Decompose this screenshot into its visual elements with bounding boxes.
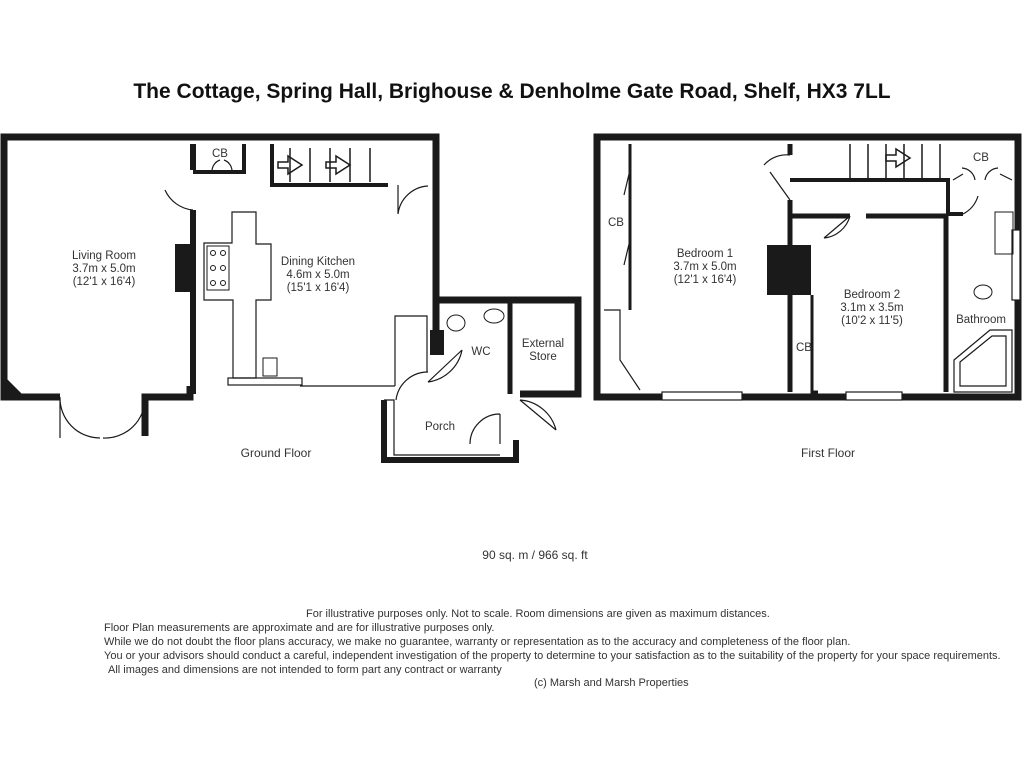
bedroom2-cupboard-wall: [812, 295, 818, 392]
bathroom-door: [963, 196, 978, 214]
wash-basin: [484, 309, 504, 323]
bedroom2-window: [846, 392, 902, 400]
ground-cupboard-label: CB: [212, 148, 228, 160]
bathroom-sink-unit: [995, 212, 1013, 254]
disclaimer-line-2: Floor Plan measurements are approximate and are for illustrative purposes only.: [104, 622, 495, 634]
bedroom2-name: Bedroom 2: [843, 289, 901, 301]
disclaimer-line-4: You or your advisors should conduct a careful, independent investigation of the property to determine to your satisfaction as to the suitability of the property for your space requirements.: [104, 650, 1001, 662]
bedroom1-name: Bedroom 1: [676, 248, 734, 260]
dining-kitchen-metric: 4.6m x 5.0m: [286, 269, 350, 281]
dining-kitchen-name: Dining Kitchen: [280, 256, 356, 268]
corner-bath: [954, 330, 1012, 392]
bedroom1-door: [764, 155, 790, 200]
bedroom1-imperial: (12'1 x 16'4): [673, 274, 737, 286]
first-floor: [597, 137, 1020, 460]
porch-door: [396, 372, 500, 444]
bath-cupboard-label: CB: [973, 152, 989, 164]
bedroom2-door: [824, 216, 850, 238]
living-room-walls: [4, 137, 436, 397]
kitchen-worktop: [204, 212, 271, 378]
copyright-notice: (c) Marsh and Marsh Properties: [534, 677, 689, 689]
living-door-swing: [165, 190, 193, 210]
ground-floor: [4, 137, 578, 460]
bedroom1-metric: 3.7m x 5.0m: [673, 261, 737, 273]
kitchen-door: [398, 185, 428, 214]
bedroom2-imperial: (10'2 x 11'5): [841, 315, 903, 327]
first-floor-label: First Floor: [801, 446, 855, 460]
first-floor-chimney: [767, 245, 811, 295]
kitchen-bottom-wall: [300, 316, 427, 386]
disclaimer-line-5: All images and dimensions are not intended to form part any contract or warranty: [108, 664, 502, 676]
living-room-corner: [4, 376, 22, 394]
bedroom1-window: [662, 392, 742, 400]
chimney-breast: [175, 244, 193, 292]
porch-label: Porch: [424, 421, 456, 433]
plan-title: The Cottage, Spring Hall, Brighouse & Denholme Gate Road, Shelf, HX3 7LL: [133, 80, 891, 103]
total-area: 90 sq. m / 966 sq. ft: [482, 548, 588, 562]
hob: [207, 246, 229, 290]
bathroom-label: Bathroom: [956, 314, 1006, 326]
external-store-label-2: Store: [529, 351, 557, 363]
bedroom2-cupboard-label: CB: [796, 342, 812, 354]
bathroom-toilet: [974, 285, 992, 299]
first-floor-stair-arrow: [886, 149, 910, 167]
wc-label: WC: [471, 346, 491, 358]
living-room-imperial: (12'1 x 16'4): [72, 276, 136, 288]
living-room-name: Living Room: [72, 250, 136, 262]
sink: [263, 358, 277, 376]
toilet: [447, 315, 465, 331]
bedroom1-corner: [604, 310, 640, 390]
wc-wall-block: [430, 330, 444, 355]
ff-cupboard-label: CB: [608, 217, 624, 229]
external-store-label-1: External: [521, 338, 565, 350]
bedroom2-metric: 3.1m x 3.5m: [840, 302, 904, 314]
ground-floor-label: Ground Floor: [240, 446, 312, 460]
first-floor-stairs: [850, 144, 940, 180]
disclaimer-line-1: For illustrative purposes only. Not to scale. Room dimensions are given as maximum distances.: [306, 608, 770, 620]
landing-wall: [790, 180, 963, 214]
bath-cupboard-doors: [953, 168, 1012, 180]
french-doors: [60, 397, 145, 438]
living-room-corner-wall: [145, 386, 190, 436]
dining-kitchen-imperial: (15'1 x 16'4): [286, 282, 350, 294]
disclaimer-line-3: While we do not doubt the floor plans accuracy, we make no guarantee, warranty or representation as to the accuracy and completeness of the floor plan.: [104, 636, 851, 648]
living-room-metric: 3.7m x 5.0m: [72, 263, 136, 275]
kitchen-window: [228, 378, 302, 385]
store-door: [520, 400, 556, 430]
